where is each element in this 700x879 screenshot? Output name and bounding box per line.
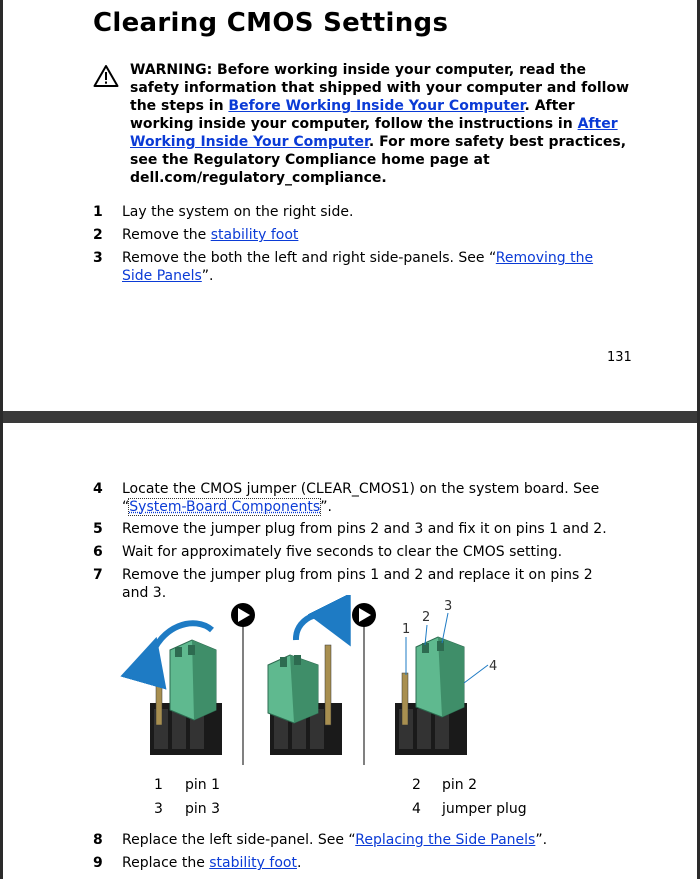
- legend-num: 1: [154, 777, 163, 793]
- step-6: [93, 543, 653, 561]
- page-number: 131: [607, 350, 632, 365]
- step-text-post: ”.: [535, 832, 548, 848]
- jumper-panel-2: [268, 614, 342, 755]
- jumper-panel-1: [150, 623, 222, 755]
- step-number: 8: [93, 832, 103, 848]
- step-8: [93, 831, 653, 849]
- legend-label: pin 2: [442, 777, 478, 793]
- link-stability-foot[interactable]: stability foot: [210, 227, 299, 243]
- legend-num: 4: [412, 801, 421, 817]
- step-text-pre: Replace the: [122, 855, 210, 871]
- step-2: [93, 226, 653, 244]
- step-text-post: .: [296, 855, 302, 871]
- step-number: 1: [93, 204, 103, 220]
- step-text-pre: Locate the CMOS jumper (CLEAR_CMOS1) on the system board. See “: [122, 481, 600, 515]
- rotate-arrow-icon: [296, 614, 340, 640]
- link-replacing-side-panels[interactable]: Replacing the Side Panels: [355, 832, 536, 848]
- step-text: Wait for approximately five seconds to clear the CMOS setting.: [122, 544, 563, 560]
- link-removing-side-panels[interactable]: Removing the Side Panels: [122, 250, 594, 284]
- callout-1: 1: [402, 622, 411, 637]
- callout-3: 3: [444, 599, 453, 614]
- step-text: [122, 226, 612, 244]
- step-3: [93, 249, 653, 285]
- step-text: [122, 854, 612, 872]
- step-text: [122, 831, 612, 849]
- step-text: Remove the jumper plug from pins 1 and 2 and replace it on pins 2 and 3.: [122, 567, 593, 601]
- step-7: [93, 566, 653, 601]
- viewer-left-edge: [0, 0, 3, 879]
- step-5: [93, 520, 653, 538]
- step-number: 3: [93, 250, 103, 266]
- step-9: [93, 854, 653, 872]
- warning-icon: [93, 64, 119, 88]
- callout-2: 2: [422, 610, 431, 625]
- step-text-pre: Remove the both the left and right side-panels. See “: [122, 250, 496, 266]
- step-text-post: ”.: [201, 268, 214, 284]
- page-title: Clearing CMOS Settings: [93, 8, 449, 38]
- step-text: Lay the system on the right side.: [122, 204, 354, 220]
- step-text: [122, 480, 612, 516]
- link-before-working[interactable]: Before Working Inside Your Computer: [228, 98, 525, 114]
- step-text-pre: Remove the: [122, 227, 211, 243]
- legend-num: 3: [154, 801, 163, 817]
- step-text-post: ”.: [320, 499, 332, 515]
- warning-text: [130, 61, 630, 187]
- legend-label: pin 3: [185, 801, 221, 817]
- warning-lead: WARNING: Before working inside your computer, read the safety information that shipped with your computer and follow the steps in: [130, 62, 630, 114]
- legend-num: 2: [412, 777, 421, 793]
- step-number: 7: [93, 567, 103, 583]
- step-number: 9: [93, 855, 103, 871]
- legend-label: pin 1: [185, 777, 221, 793]
- link-after-working[interactable]: After Working Inside Your Computer: [130, 116, 618, 150]
- step-4: [93, 480, 653, 516]
- step-number: 5: [93, 521, 103, 537]
- step-text: [122, 249, 612, 285]
- next-step-icon: [352, 603, 376, 627]
- callout-4: 4: [489, 659, 498, 674]
- step-text: Remove the jumper plug from pins 2 and 3 and fix it on pins 1 and 2.: [122, 521, 607, 537]
- step-number: 2: [93, 227, 103, 243]
- cmos-jumper-illustration: [120, 595, 540, 770]
- next-step-icon: [231, 603, 255, 627]
- page-separator: [0, 411, 700, 423]
- step-number: 6: [93, 544, 103, 560]
- link-stability-foot[interactable]: stability foot: [209, 855, 297, 871]
- step-text-pre: Replace the left side-panel. See “: [122, 832, 356, 848]
- link-system-board-components[interactable]: System-Board Components: [129, 499, 321, 515]
- step-1: [93, 203, 653, 221]
- step-number: 4: [93, 481, 103, 497]
- warning-tail: . For more safety best practices, see the Regulatory Compliance home page at dell.com/regulatory_compliance.: [130, 134, 627, 186]
- legend-label: jumper plug: [442, 801, 527, 817]
- warning-mid: . After working inside your computer, follow the instructions in: [130, 98, 578, 132]
